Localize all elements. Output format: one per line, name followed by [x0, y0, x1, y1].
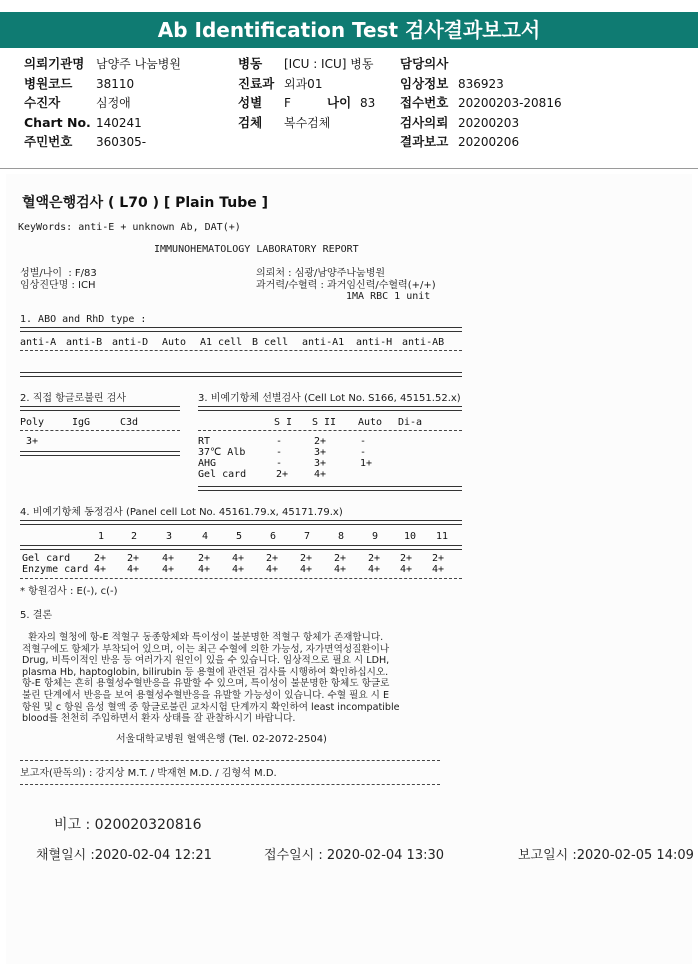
s1-col-header: anti-A1 — [302, 337, 345, 348]
s4-value: 4+ — [232, 553, 245, 564]
s4-value: 2+ — [334, 553, 347, 564]
ward-value: [ICU : ICU] 병동 — [284, 57, 374, 71]
s3-title: 3. 비예기항체 선별검사 (Cell Lot No. S166, 45151.52.x) — [198, 393, 461, 404]
specimen-value: 복수검체 — [284, 116, 331, 130]
s4-value: 4+ — [300, 564, 313, 575]
req-label: 검사의뢰 — [400, 115, 449, 130]
s1-col-header: A1 cell — [200, 337, 243, 348]
s4-value: 4+ — [127, 564, 140, 575]
s3-value: 2+ — [276, 469, 289, 480]
req-value: 20200203 — [458, 116, 520, 130]
receipt-label: 접수번호 — [400, 95, 449, 110]
s3-col-header: S I — [274, 417, 293, 428]
s1-rule-top — [20, 327, 462, 332]
code-label: 병원코드 — [24, 76, 73, 91]
s3-row-label: 37℃ Alb — [198, 447, 246, 458]
receipt-value: 20200203-20816 — [458, 96, 562, 110]
s1-title: 1. ABO and RhD type : — [20, 314, 147, 325]
s4-value: 2+ — [127, 553, 140, 564]
s4-value: 2+ — [266, 553, 279, 564]
s1-rule-bottom — [20, 372, 462, 377]
s4-col-header: 9 — [372, 531, 379, 542]
s4-col-header: 4 — [202, 531, 209, 542]
s3-row-label: RT — [198, 436, 211, 447]
collected-time: 채혈일시 :2020-02-04 12:21 — [36, 848, 212, 863]
chart-label: Chart No. — [24, 115, 91, 130]
s4-col-header: 1 — [98, 531, 105, 542]
received-time: 접수일시 : 2020-02-04 13:30 — [264, 848, 445, 863]
conclusion-line: 항-E 항체는 흔히 용혈성수혈반응을 유발할 수 있으며, 특이성이 불분명한 항체도 항글로 — [22, 678, 390, 690]
s4-value: 4+ — [162, 553, 175, 564]
history: 과거력/수혈력 : 과거임신력/수혈력(+/+) — [256, 280, 436, 291]
s2-value: 3+ — [26, 436, 39, 447]
s2-col-header: C3d — [120, 417, 139, 428]
history-detail: 1MA RBC 1 unit — [346, 291, 431, 302]
s1-col-header: anti-A — [20, 337, 57, 348]
s4-col-header: 6 — [270, 531, 277, 542]
s2-rule-top — [20, 406, 180, 411]
s4-value: 4+ — [162, 564, 175, 575]
sex-value: F — [284, 96, 291, 110]
s3-col-header: Di-a — [398, 417, 423, 428]
s4-col-header: 7 — [304, 531, 311, 542]
s1-col-header: anti-B — [66, 337, 103, 348]
s3-value: - — [276, 458, 283, 469]
s4-col-header: 11 — [436, 531, 449, 542]
s3-value: - — [276, 436, 283, 447]
s4-value: 2+ — [400, 553, 413, 564]
reported-time: 보고일시 :2020-02-05 14:09 — [518, 848, 694, 863]
s4-value: 4+ — [232, 564, 245, 575]
id-label: 주민번호 — [24, 134, 73, 149]
s4-value: 2+ — [432, 553, 445, 564]
s3-value: 4+ — [314, 469, 327, 480]
s4-value: 4+ — [94, 564, 107, 575]
sex-label: 성별 — [238, 95, 263, 110]
s3-rule-bottom — [198, 486, 462, 491]
report-document — [6, 174, 692, 964]
s2-rule-mid — [20, 430, 180, 431]
specimen-label: 검체 — [238, 115, 263, 130]
s4-value: 4+ — [432, 564, 445, 575]
report-value: 20200206 — [458, 135, 520, 149]
id-value: 360305- — [96, 135, 147, 149]
conclusion-line: 환자의 혈청에 항-E 적혈구 동종항체와 특이성이 불분명한 적혈구 항체가 존재합니다. — [22, 632, 384, 643]
s4-value: 4+ — [266, 564, 279, 575]
code-value: 38110 — [96, 77, 135, 91]
doctor-label: 담당의사 — [400, 56, 449, 71]
s4-rule-top — [20, 520, 462, 525]
dept-value: 외과01 — [284, 77, 323, 91]
s4-value: 4+ — [334, 564, 347, 575]
report-label: 결과보고 — [400, 134, 449, 149]
institution: 서울대학교병원 혈액은행 (Tel. 02-2072-2504) — [116, 734, 327, 745]
s4-col-header: 8 — [338, 531, 345, 542]
s3-col-header: Auto — [358, 417, 383, 428]
requester: 의뢰처 : 심광/남양주나눔병원 — [256, 268, 386, 279]
s4-col-header: 10 — [404, 531, 417, 542]
conclusion-line: Drug, 비특이적인 반응 등 여러가지 원인이 있을 수 있습니다. 임상적으로 필요 시 LDH, — [22, 655, 390, 667]
patient-label: 수진자 — [24, 95, 61, 110]
hospital-label: 의뢰기관명 — [24, 56, 85, 71]
sex-age: 성별/나이 : F/83 — [20, 268, 97, 279]
keywords: KeyWords: anti-E + unknown Ab, DAT(+) — [18, 222, 241, 233]
conclusion-line: blood를 천천히 주입하면서 환자 상태를 잘 관찰하시기 바랍니다. — [22, 713, 296, 725]
clinical-value: 836923 — [458, 77, 504, 91]
s4-title: 4. 비예기항체 동정검사 (Panel cell Lot No. 45161.79.x, 45171.79.x) — [20, 507, 343, 518]
s3-col-header: S II — [312, 417, 337, 428]
s4-value: 2+ — [94, 553, 107, 564]
s4-value: 4+ — [400, 564, 413, 575]
s5-title: 5. 결론 — [20, 610, 53, 621]
s4-col-header: 3 — [166, 531, 173, 542]
s4-rule-bottom — [20, 578, 462, 579]
patient-value: 심정애 — [96, 96, 131, 110]
report-title: Ab Identification Test 검사결과보고서 — [0, 12, 698, 48]
s3-value: - — [360, 436, 367, 447]
s3-value: - — [360, 447, 367, 458]
s4-value: 2+ — [300, 553, 313, 564]
s2-rule-bottom — [20, 451, 180, 456]
s4-row-label: Gel card — [22, 553, 71, 564]
s2-col-header: Poly — [20, 417, 45, 428]
s1-col-header: B cell — [252, 337, 289, 348]
s3-row-label: AHG — [198, 458, 217, 469]
hospital-value: 남양주 나눔병원 — [96, 57, 181, 71]
lab-title: IMMUNOHEMATOLOGY LABORATORY REPORT — [154, 244, 359, 255]
s3-row-label: Gel card — [198, 469, 247, 480]
dept-label: 진료과 — [238, 76, 275, 91]
s1-col-header: anti-D — [112, 337, 149, 348]
section-title: 혈액은행검사 ( L70 ) [ Plain Tube ] — [22, 195, 269, 211]
s4-value: 4+ — [368, 564, 381, 575]
reporter-rule-top — [20, 760, 440, 761]
clinical-label: 임상정보 — [400, 76, 449, 91]
header-separator — [0, 168, 698, 169]
s1-col-header: anti-H — [356, 337, 393, 348]
conclusion-line: 적혈구에도 항체가 부착되어 있으며, 이는 최근 수혈에 의한 가능성, 자가면역성질환이나 — [22, 643, 390, 655]
age-label: 나이 — [327, 95, 352, 110]
s3-value: 3+ — [314, 458, 327, 469]
s3-rule-mid — [198, 430, 462, 431]
conclusion-line: 항원 및 c 항원 음성 혈액 중 항글로불린 교차시험 단계까지 확인하여 least incompatible — [22, 701, 400, 713]
note: 비고 : 020020320816 — [54, 817, 202, 833]
s2-col-header: IgG — [72, 417, 91, 428]
antigen-test: * 항원검사 : E(-), c(-) — [20, 586, 118, 597]
s4-rule-mid — [20, 545, 462, 550]
s2-title: 2. 직접 항글로불린 검사 — [20, 393, 127, 404]
chart-value: 140241 — [96, 116, 142, 130]
s4-col-header: 2 — [131, 531, 138, 542]
s3-value: - — [276, 447, 283, 458]
ward-label: 병동 — [238, 56, 263, 71]
s3-value: 3+ — [314, 447, 327, 458]
s4-value: 2+ — [368, 553, 381, 564]
s4-col-header: 5 — [236, 531, 243, 542]
s4-value: 4+ — [198, 564, 211, 575]
s1-col-header: anti-AB — [402, 337, 445, 348]
s1-rule-mid — [20, 350, 462, 351]
conclusion-line: 불린 단계에서 반응을 보여 용혈성수혈반응을 유발할 가능성이 있습니다. 수혈 필요 시 E — [22, 690, 390, 701]
clinical-diagnosis: 임상진단명 : ICH — [20, 280, 96, 291]
s4-row-label: Enzyme card — [22, 564, 89, 575]
reporter-rule-bottom — [20, 784, 440, 785]
conclusion-line: plasma Hb, haptoglobin, bilirubin 등 용혈에 관련된 검사를 시행하여 확인하십시오. — [22, 666, 389, 678]
s1-col-header: Auto — [162, 337, 187, 348]
s3-value: 2+ — [314, 436, 327, 447]
age-value: 83 — [360, 96, 376, 110]
reporters: 보고자(판독의) : 강지상 M.T. / 박재현 M.D. / 김형석 M.D. — [20, 768, 277, 779]
s3-value: 1+ — [360, 458, 373, 469]
s4-value: 2+ — [198, 553, 211, 564]
s3-rule-top — [198, 406, 462, 411]
